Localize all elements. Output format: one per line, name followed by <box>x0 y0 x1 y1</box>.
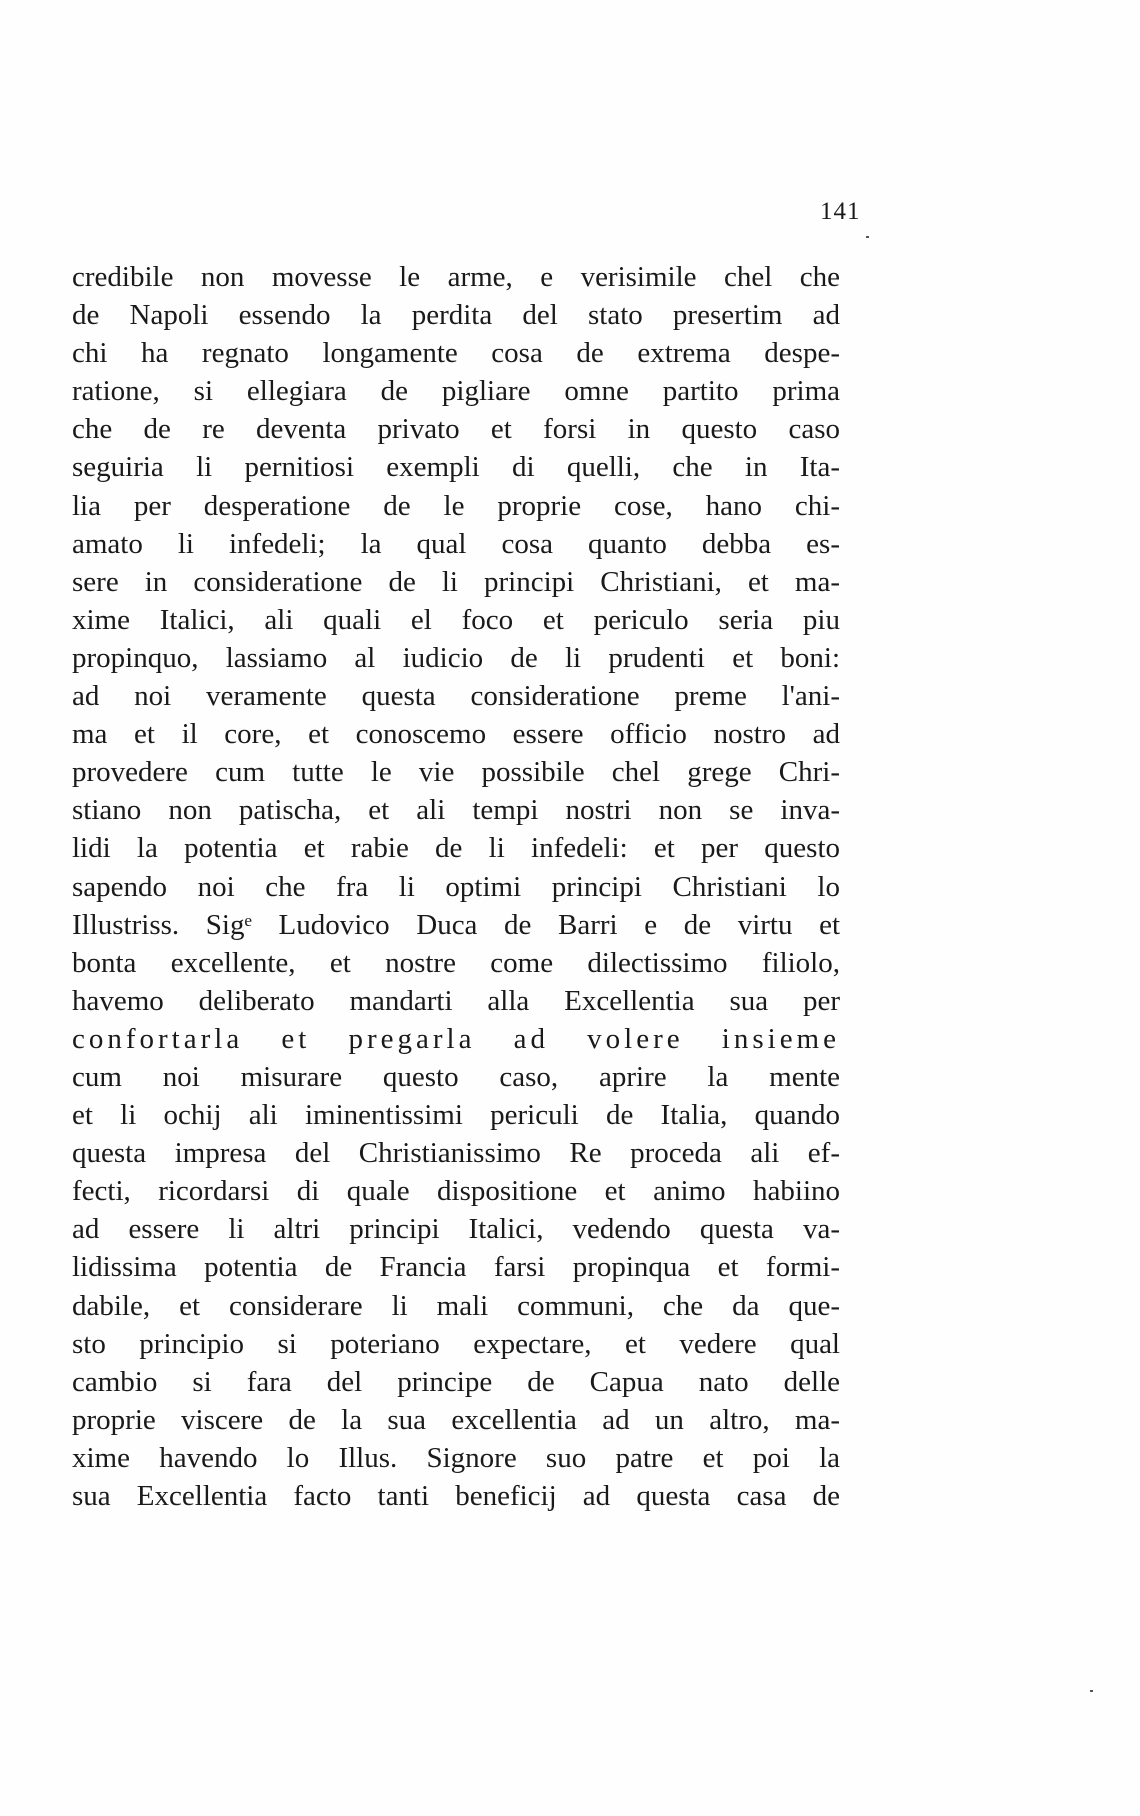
text-line: de Napoli essendo la perdita del stato presertim ad <box>72 299 840 332</box>
text-line: ad noi veramente questa consideratione preme l'ani- <box>72 680 840 713</box>
text-line: cum noi misurare questo caso, aprire la mente <box>72 1060 840 1093</box>
text-line: Illustriss. Sigᵉ Ludovico Duca de Barri e de virtu et <box>72 908 840 941</box>
page-number: 141 <box>820 198 861 225</box>
text-line: fecti, ricordarsi di quale dispositione et animo habiino <box>72 1175 840 1208</box>
text-line: sere in consideratione de li principi Christiani, et ma- <box>72 565 840 598</box>
text-line: sto principio si poteriano expectare, et vedere qual <box>72 1327 840 1360</box>
text-line: lidissima potentia de Francia farsi propinqua et formi- <box>72 1251 840 1284</box>
body-text <box>72 258 840 1515</box>
text-line: chi ha regnato longamente cosa de extrema despe- <box>72 337 840 370</box>
text-line: havemo deliberato mandarti alla Excellentia sua per <box>72 984 840 1017</box>
text-line: cambio si fara del principe de Capua nato delle <box>72 1365 840 1398</box>
text-line: credibile non movesse le arme, e verisimile chel che <box>72 261 840 293</box>
text-line: sapendo noi che fra li optimi principi Christiani lo <box>72 870 840 903</box>
text-line: questa impresa del Christianissimo Re proceda ali ef- <box>72 1137 840 1170</box>
text-line: provedere cum tutte le vie possibile chel grege Chri- <box>72 756 840 789</box>
text-line: xime havendo lo Illus. Signore suo patre et poi la <box>72 1441 840 1474</box>
text-line: sua Excellentia facto tanti beneficij ad questa casa de <box>72 1480 840 1512</box>
text-line: che de re deventa privato et forsi in questo caso <box>72 413 840 446</box>
text-line: propinquo, lassiamo al iudicio de li prudenti et boni: <box>72 641 840 674</box>
text-line: amato li infedeli; la qual cosa quanto debba es- <box>72 527 840 560</box>
text-line: lidi la potentia et rabie de li infedeli: et per questo <box>72 832 840 865</box>
text-line: xime Italici, ali quali el foco et periculo seria piu <box>72 603 840 636</box>
text-line: ad essere li altri principi Italici, vedendo questa va- <box>72 1213 840 1246</box>
scan-speck <box>1090 1690 1093 1692</box>
text-line: ma et il core, et conoscemo essere officio nostro ad <box>72 718 840 751</box>
text-line: stiano non patischa, et ali tempi nostri non se inva- <box>72 794 840 827</box>
text-line: dabile, et considerare li mali communi, che da que- <box>72 1289 840 1322</box>
text-line: seguiria li pernitiosi exempli di quelli, che in Ita- <box>72 451 840 484</box>
text-line: bonta excellente, et nostre come dilectissimo filiolo, <box>72 946 840 979</box>
text-line: ratione, si ellegiara de pigliare omne partito prima <box>72 375 840 408</box>
text-line: lia per desperatione de le proprie cose, hano chi- <box>72 489 840 522</box>
scan-speck <box>866 236 869 238</box>
text-line: et li ochij ali iminentissimi periculi de Italia, quando <box>72 1099 840 1132</box>
text-line: proprie viscere de la sua excellentia ad un altro, ma- <box>72 1403 840 1436</box>
text-line: confortarla et pregarla ad volere insieme <box>72 1022 840 1055</box>
